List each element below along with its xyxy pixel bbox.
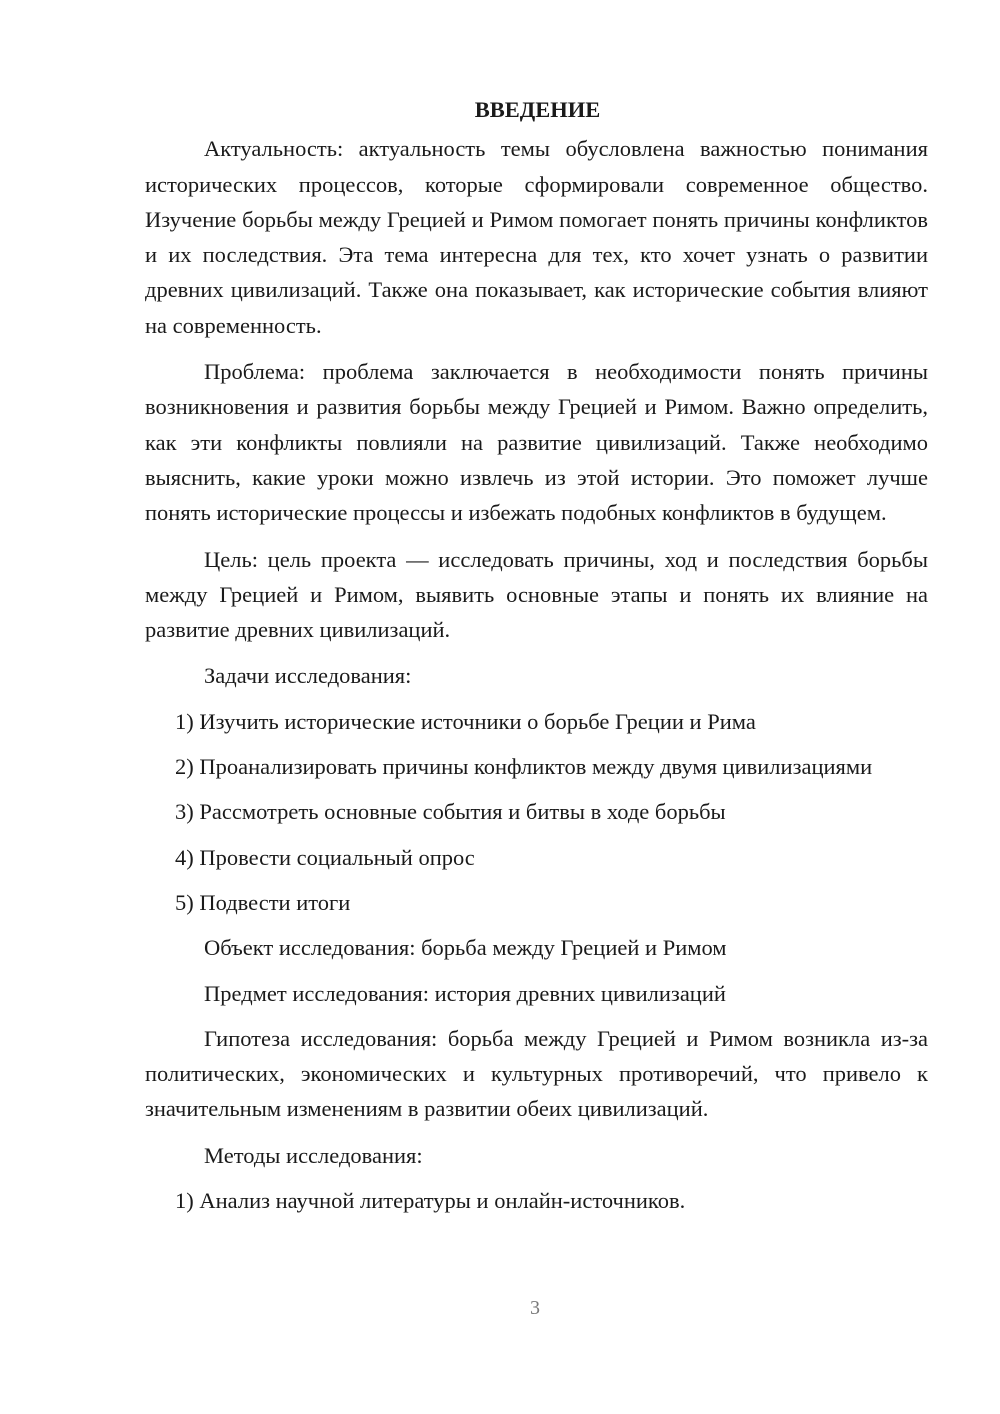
problem-paragraph: Проблема: проблема заключается в необходимости понять причины возникновения и развития борьбы между Грецией и Римом. Важно определить, как эти конфликты повлияли на развитие цивилизаций. Также необходимо выяснить, какие уроки можно извлечь из этой истории. Это поможет лучше понять исторические процессы и избежать подобных конфликтов в будущем. — [145, 359, 928, 526]
subject-paragraph: Предмет исследования: история древних цивилизаций — [204, 980, 726, 1006]
task-item-5: 5) Подвести итоги — [175, 889, 351, 915]
page-title: ВВЕДЕНИЕ — [474, 97, 601, 122]
task-item-3: 3) Рассмотреть основные события и битвы в ходе борьбы — [175, 799, 726, 825]
object-paragraph: Объект исследования: борьба между Грецией и Римом — [204, 935, 727, 961]
hypothesis-paragraph: Гипотеза исследования: борьба между Грецией и Римом возникла из-за политических, экономических и культурных противоречий, что привело к значительным изменениям в развитии обеих цивилизаций. — [145, 1025, 928, 1122]
method-item-1: 1) Анализ научной литературы и онлайн-источников. — [175, 1188, 686, 1214]
task-item-2: 2) Проанализировать причины конфликтов между двумя цивилизациями — [175, 754, 873, 780]
task-item-1: 1) Изучить исторические источники о борьбе Греции и Рима — [175, 708, 756, 734]
methods-heading: Методы исследования: — [204, 1142, 423, 1168]
task-item-4: 4) Провести социальный опрос — [175, 844, 475, 870]
page-number: 3 — [530, 1297, 540, 1319]
tasks-heading: Задачи исследования: — [204, 663, 412, 689]
relevance-paragraph: Актуальность: актуальность темы обусловлена важностью понимания исторических процессов, которые сформировали современное общество. Изучение борьбы между Грецией и Римом помогает понять причины конфликтов и их последствия. Эта тема интересна для тех, кто хочет узнать о развитии древних цивилизаций. Также она показывает, как исторические события влияют на современность. — [145, 136, 928, 338]
goal-paragraph: Цель: цель проекта — исследовать причины, ход и последствия борьбы между Грецией и Римом, выявить основные этапы и понять их влияние на развитие древних цивилизаций. — [145, 546, 928, 643]
document-page — [145, 92, 928, 1218]
